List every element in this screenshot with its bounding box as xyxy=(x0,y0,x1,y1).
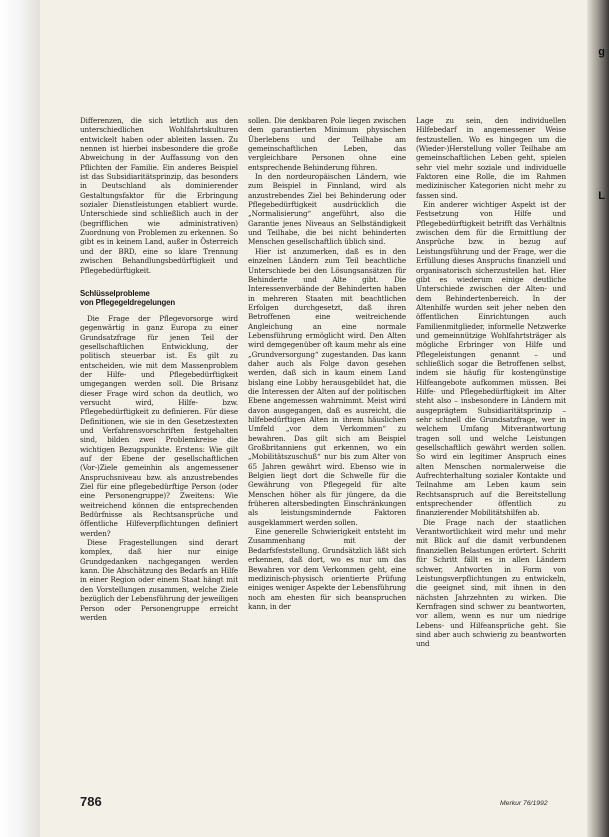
facing-page-edge xyxy=(593,40,605,240)
paragraph: sollen. Die denkbaren Pole liegen zwischen dem garantierten Minimum physischen Überlebens und der Teilhabe am gemeinschaftlichen Leben, das vergleichbare Personen ohne eine entsprechende Behinderung führen. xyxy=(248,116,406,172)
paragraph: Diese Fragestellungen sind derart komplex, daß hier nur einige Grundgedanken nachgegangen werden kann. Die Abschätzung des Bedarfs an Hilfe in einer Region oder einem Staat hängt mit den Vorstellungen zusammen, welche Ziele bezüglich der Lebensführung der jeweiligen Person oder Personengruppe erreicht werden xyxy=(80,538,238,622)
paragraph: Lage zu sein, den individuellen Hilfebedarf in angemessener Weise festzustellen. Wo es hingegen um die (Wieder-)Herstellung voller Teilhabe am gemeinschaftlichen Leben geht, spielen sehr viel mehr soziale und individuelle Faktoren eine Rolle, die im Rahmen medizinischer Kategorien nicht mehr zu fassen sind. xyxy=(416,116,566,200)
paragraph: Eine generelle Schwierigkeit entsteht im Zusammenhang mit der Bedarfsfeststellung. Grundsätzlich läßt sich erkennen, daß dort, wo es nur um das Bewahren vor dem Verkommen geht, eine medizinisch-physisch orientierte Prüfung einiges weniger Aspekte der Lebensführung noch am ehesten für sich beanspruchen kann, in der xyxy=(248,527,406,611)
paragraph: Die Frage nach der staatlichen Verantwortlichkeit wird mehr und mehr mit Blick auf die damit verbundenen finanziellen Belastungen erörtert. Schritt für Schritt fällt es in allen Ländern schwer, Antworten in Form von Leistungsverpflichtungen zu entwickeln, die geeignet sind, mit ihnen in den nächsten Jahrzehnten zu wirken. Die Kernfragen sind schwer zu beantworten, vor allem, wenn es nur um niedrige Lebens- und Hilfeansprüche geht. Sie sind aber auch schwierig zu beantworten und xyxy=(416,517,566,649)
text-column-1 xyxy=(80,116,238,622)
paragraph: Die Frage der Pflegevorsorge wird gegenwärtig in ganz Europa zu einer Grundsatzfrage für jenen Teil der gesellschaftlichen Entwicklung, der politisch steuerbar ist. Es gilt zu entscheiden, wie mit dem Massenproblem der Hilfe- und Pflegebedürftigkeit umgegangen werden soll. Die Brisanz dieser Frage wird schon da deutlich, wo versucht wird, Hilfe- bzw. Pflegebedürftigkeit zu definieren. Für diese Definitionen, wie sie in den Gesetzestexten und Verfahrensvorschriften festgehalten sind, bilden zwei Problemkreise die wichtigen Bezugspunkte. Erstens: Wie gilt auf der Ebene der gesellschaftlichen (Vor-)Ziele gemeinhin als angemessener Anspruchsniveau bzw. als anzustrebendes Ziel für eine pflegebedürftige Person (oder eine Personengruppe)? Zweitens: Wie weitreichend können die entsprechenden Bedürfnisse als Rechtsansprüche und öffentliche Hilfeverpflichtungen definiert werden? xyxy=(80,313,238,538)
section-heading-line-1: Schlüsselprobleme xyxy=(80,288,150,298)
paragraph: Differenzen, die sich letztlich aus den unterschiedlichen Wohlfahrtskulturen entwickelt haben oder ableiten lassen. Zu nennen ist hierbei insbesondere die große Abweichung in der Auffassung von den Pflichten der Familie. Ein anderes Beispiel ist das Subsidiaritätsprinzip, das besonders in Deutschland als dominierender Gestaltungsfaktor für die Erbringung sozialer Dienstleistungen etabliert wurde. Unterschiede sind schließlich auch in der (begrifflichen wie administrativen) Zuordnung von Problemen zu erkennen. So gibt es in keinem Land, außer in Österreich und der BRD, eine so klare Trennung zwischen Behandlungsbedürftigkeit und Pflegebedürftigkeit. xyxy=(80,116,238,275)
paragraph: Ein anderer wichtiger Aspekt ist der Festsetzung von Hilfe und Pflegebedürftigkeit betrifft das Verhältnis zwischen dem für die Ermittlung der Ansprüche bzw. in bezug auf Leistungsführung und der Frage, wer die Erfüllung dieses Anspruchs finanziell und organisatorisch sicherzustellen hat. Hier gibt es wiederum einige deutliche Unterschiede zwischen der Alten- und dem Behindertenbereich. In der Altenhilfe wurden seit jeher neben den öffentlichen Einrichtungen auch Familienmitglieder, informelle Netzwerke und gemeinnützige Wohlfahrtsträger als mögliche Erbringer von Hilfe und Pflegeleistungen genannt – und schließlich sogar die Betroffenen selbst, indem sie häufig für kostengünstige Hilfeangebote aufkommen müssen. Bei Hilfe- und Pflegebedürftigkeit im Alter steht also – insbesondere in Ländern mit ausgeprägtem Subsidiaritätsprinzip – sehr schnell die Grundsatzfrage, wer in welchem Umfang Mitverantwortung tragen soll und welche Leistungen gesellschaftlich gewährt werden sollen. So wird ein legitimer Anspruch eines alten Menschen normalerweise die Aufrechterhaltung sozialer Kontakte und Teilnahme am Leben kaum sein Rechtsanspruch auf die Bereitstellung entsprechender öffentlich zu finanzierender Mobilitätshilfen ab. xyxy=(416,200,566,518)
section-heading xyxy=(80,289,238,308)
section-heading-line-2: von Pflegegeldregelungen xyxy=(80,298,176,308)
edge-letter: g xyxy=(598,46,605,58)
paragraph: In den nordeuropäischen Ländern, wie zum Beispiel in Finnland, wird als anzustrebendes Ziel bei Behinderung oder Pflegebedürftigkeit ausdrücklich die „Normalisierung“ angeführt, also die Garantie jenes Niveaus an Selbständigkeit und Teilhabe, die bei nicht behinderten Menschen gesellschaftlich üblich sind. xyxy=(248,172,406,247)
scan-margin xyxy=(0,0,40,837)
text-column-3 xyxy=(416,116,566,649)
text-column-2 xyxy=(248,116,406,611)
publication-reference: Merkur 76/1992 xyxy=(500,800,548,807)
paragraph: Hier ist anzumerken, daß es in den einzelnen Ländern zum Teil beachtliche Unterschiede bei den Lösungsansätzen für Behinderte und Alte gibt. Die Interessenverbände der Behinderten haben in mehreren Staaten mit beachtlichen Erfolgen durchgesetzt, daß ihren Betroffenen eine weitreichende Angleichung an eine normale Lebensführung ermöglicht wird. Den Alten wird demgegenüber oft kaum mehr als eine „Grundversorgung“ zugestanden. Das kann daher auch als Folge davon gesehen werden, daß sich in kaum einem Land bislang eine Lobby herausgebildet hat, die die Interessen der Alten auf der politischen Ebene angemessen wahrnimmt. Meist wird davon ausgegangen, daß es ausreicht, die hilfebedürftigen Alten in ihrem häuslichen Umfeld „vor dem Verkommen“ zu bewahren. Das gilt sich am Beispiel Großbritanniens gut erkennen, wo ein „Mobilitätszuschuß“ nur bis zum Alter von 65 Jahren gewährt wird. Ebenso wie in Belgien liegt dort die Schwelle für die Gewährung von Pflegegeld für alte Menschen höher als für jüngere, da die früheren altersbedingten Einschränkungen als leistungsmindernde Faktoren ausgeklammert werden sollen. xyxy=(248,246,406,527)
edge-letter: L xyxy=(598,190,605,202)
page-number: 786 xyxy=(80,794,102,809)
